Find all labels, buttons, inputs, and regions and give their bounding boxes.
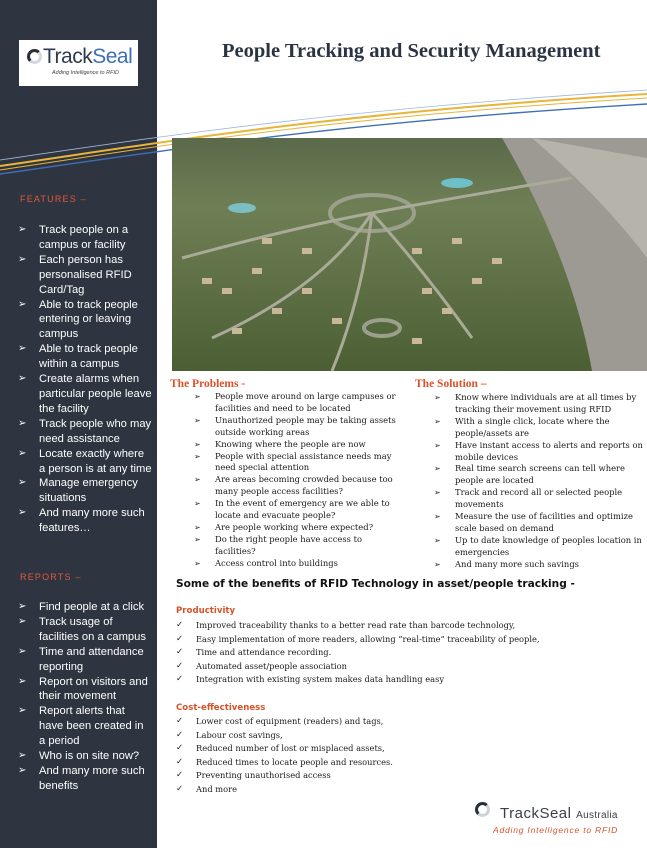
arrow-bullet-icon: ➢ <box>434 559 441 569</box>
solution-item-text: Track and record all or selected people movements <box>455 487 623 510</box>
problem-item <box>194 451 404 475</box>
feature-item-text: Each person has personalised RFID Card/Tag <box>39 253 132 296</box>
arrow-bullet-icon: ➢ <box>194 439 201 449</box>
solution-title: The Solution – <box>415 378 487 390</box>
arrow-bullet-icon: ➢ <box>434 416 441 426</box>
trackseal-logo <box>19 40 138 86</box>
page-title: People Tracking and Security Management <box>222 40 601 62</box>
arrow-bullet-icon: ➢ <box>194 534 201 544</box>
feature-item-text: Manage emergency situations <box>39 477 138 505</box>
checkmark-icon: ✓ <box>176 756 184 767</box>
problem-item-text: Are people working where expected? <box>215 521 374 532</box>
feature-item-text: Able to track people within a campus <box>39 343 138 371</box>
solution-item-text: Up to date knowledge of peoples location in emergencies <box>455 534 642 557</box>
checkmark-icon: ✓ <box>176 660 184 671</box>
logo-tagline: Adding Intelligence to RFID <box>52 70 119 76</box>
arrow-bullet-icon: ➢ <box>194 558 201 568</box>
report-item <box>18 704 152 749</box>
footer-logo-ring-icon <box>475 802 490 817</box>
report-item-text: Find people at a click <box>39 601 145 613</box>
solution-list <box>434 392 644 571</box>
report-item-text: Time and attendance reporting <box>39 645 144 673</box>
arrow-bullet-icon: ➢ <box>194 522 201 532</box>
arrow-bullet-icon: ➢ <box>18 675 27 687</box>
problem-item <box>194 498 404 522</box>
report-item-text: Track usage of facilities on a campus <box>39 615 146 643</box>
cost-item-text: Reduced times to locate people and resources. <box>196 756 393 767</box>
cost-item-text: Preventing unauthorised access <box>196 770 331 781</box>
problem-item-text: In the event of emergency are we able to locate and evacuate people? <box>215 498 390 521</box>
problems-title: The Problems - <box>170 378 246 390</box>
checkmark-icon: ✓ <box>176 620 184 630</box>
feature-item <box>18 298 152 343</box>
solution-item <box>434 463 644 487</box>
arrow-bullet-icon: ➢ <box>18 417 27 429</box>
arrow-bullet-icon: ➢ <box>18 447 27 459</box>
reports-heading: REPORTS – <box>20 572 82 582</box>
feature-item <box>18 417 152 447</box>
problem-item <box>194 534 404 558</box>
productivity-item <box>176 633 540 647</box>
productivity-item-text: Time and attendance recording. <box>196 647 332 658</box>
report-item <box>18 749 152 764</box>
report-item-text: Who is on site now? <box>39 750 140 763</box>
arrow-bullet-icon: ➢ <box>18 764 27 776</box>
problem-item <box>194 415 404 439</box>
cost-item-text: Lower cost of equipment (readers) and tags, <box>196 716 384 726</box>
feature-item-text: And many more such features… <box>39 507 145 535</box>
arrow-bullet-icon: ➢ <box>18 253 27 265</box>
arrow-bullet-icon: ➢ <box>18 705 27 717</box>
footer-tagline: Adding Intelligence to RFID <box>493 825 619 835</box>
cost-item-text: Labour cost savings, <box>196 729 283 740</box>
report-item-text: Report alerts that have been created in a period <box>39 705 144 748</box>
solution-item <box>434 535 644 559</box>
arrow-bullet-icon: ➢ <box>194 415 201 425</box>
report-item <box>18 645 152 675</box>
problem-item <box>194 522 404 534</box>
benefits-title: Some of the benefits of RFID Technology in asset/people tracking - <box>176 578 575 590</box>
solution-item-text: And many more such savings <box>455 558 579 569</box>
productivity-item-text: Automated asset/people association <box>196 660 347 671</box>
arrow-bullet-icon: ➢ <box>194 451 201 461</box>
report-item-text: And many more such benefits <box>39 764 145 792</box>
problem-item-text: People move around on large campuses or facilities and need to be located <box>215 391 396 413</box>
problem-item <box>194 558 404 570</box>
feature-item-text: Track people on a campus or facility <box>39 224 129 251</box>
arrow-bullet-icon: ➢ <box>18 615 27 627</box>
productivity-item-text: Integration with existing system makes data handling easy <box>196 674 445 685</box>
problem-item-text: Do the right people have access to facilities? <box>215 533 363 556</box>
cost-item <box>176 783 393 797</box>
solution-item-text: Real time search screens can tell where people are located <box>455 463 626 486</box>
productivity-item-text: Improved traceability thanks to a better read rate than barcode technology, <box>196 620 516 630</box>
arrow-bullet-icon: ➢ <box>434 535 441 545</box>
arrow-bullet-icon: ➢ <box>18 750 27 762</box>
solution-item <box>434 392 644 416</box>
cost-item <box>176 769 393 783</box>
arrow-bullet-icon: ➢ <box>18 601 27 612</box>
problem-item-text: Knowing where the people are now <box>215 438 366 449</box>
feature-item <box>18 223 152 253</box>
cost-item <box>176 729 393 743</box>
solution-item <box>434 487 644 511</box>
productivity-title: Productivity <box>176 606 236 616</box>
arrow-bullet-icon: ➢ <box>194 392 201 401</box>
productivity-item <box>176 673 540 687</box>
arrow-bullet-icon: ➢ <box>434 440 441 450</box>
productivity-item-text: Easy implementation of more readers, allowing “real-time” traceability of people, <box>196 633 540 644</box>
report-item <box>18 615 152 645</box>
problem-item-text: Access control into buildings <box>215 557 338 568</box>
cost-item <box>176 715 393 729</box>
solution-item <box>434 416 644 440</box>
solution-item-text: Know where individuals are at all times by tracking their movement using RFID <box>455 392 637 414</box>
footer-logo <box>474 802 644 842</box>
problems-list <box>194 391 404 570</box>
feature-item <box>18 506 152 536</box>
checkmark-icon: ✓ <box>176 743 184 754</box>
arrow-bullet-icon: ➢ <box>194 475 201 485</box>
arrow-bullet-icon: ➢ <box>18 645 27 657</box>
problem-item <box>194 439 404 451</box>
logo-wordmark: TrackSeal <box>43 45 133 68</box>
solution-item <box>434 559 644 571</box>
arrow-bullet-icon: ➢ <box>18 224 27 235</box>
problem-item-text: People with special assistance needs may need special attention <box>215 450 392 473</box>
feature-item <box>18 372 152 417</box>
feature-item <box>18 476 152 506</box>
problem-item <box>194 474 404 498</box>
checkmark-icon: ✓ <box>176 633 184 644</box>
arrow-bullet-icon: ➢ <box>194 499 201 509</box>
cost-item-text: And more <box>196 783 238 794</box>
arrow-bullet-icon: ➢ <box>434 393 441 402</box>
arrow-bullet-icon: ➢ <box>434 488 441 498</box>
cost-list <box>176 715 393 797</box>
report-item <box>18 764 152 794</box>
arrow-bullet-icon: ➢ <box>434 512 441 522</box>
problem-item <box>194 391 404 415</box>
productivity-item <box>176 619 540 633</box>
productivity-list <box>176 619 540 687</box>
problem-item-text: Unauthorized people may be taking assets outside working areas <box>215 414 396 437</box>
report-item <box>18 600 152 615</box>
arrow-bullet-icon: ➢ <box>18 477 27 489</box>
cost-item <box>176 742 393 756</box>
feature-item <box>18 253 152 298</box>
productivity-item <box>176 660 540 674</box>
cost-item <box>176 756 393 770</box>
arrow-bullet-icon: ➢ <box>18 343 27 355</box>
productivity-item <box>176 646 540 660</box>
logo-ring-icon <box>27 49 42 64</box>
campus-aerial-image <box>172 138 647 371</box>
problem-item-text: Are areas becoming crowded because too many people access facilities? <box>215 474 393 497</box>
feature-item-text: Create alarms when particular people leave the facility <box>39 373 152 415</box>
solution-item-text: With a single click, locate where the people/assets are <box>455 415 610 438</box>
reports-list <box>18 600 152 794</box>
checkmark-icon: ✓ <box>176 674 184 685</box>
checkmark-icon: ✓ <box>176 783 184 794</box>
feature-item-text: Locate exactly where a person is at any time <box>39 447 152 475</box>
feature-item-text: Track people who may need assistance <box>39 417 152 445</box>
features-list <box>18 223 152 536</box>
feature-item-text: Able to track people entering or leaving campus <box>39 298 138 341</box>
solution-item <box>434 511 644 535</box>
report-item-text: Report on visitors and their movement <box>39 675 148 703</box>
checkmark-icon: ✓ <box>176 770 184 781</box>
cost-title: Cost-effectiveness <box>176 703 266 713</box>
features-heading: FEATURES – <box>20 194 87 204</box>
arrow-bullet-icon: ➢ <box>18 507 27 519</box>
cost-item-text: Reduced number of lost or misplaced assets, <box>196 743 385 754</box>
arrow-bullet-icon: ➢ <box>18 373 27 385</box>
checkmark-icon: ✓ <box>176 729 184 740</box>
solution-item-text: Have instant access to alerts and reports on mobile devices <box>455 439 643 462</box>
checkmark-icon: ✓ <box>176 716 184 726</box>
solution-item <box>434 440 644 464</box>
feature-item <box>18 342 152 372</box>
arrow-bullet-icon: ➢ <box>434 464 441 474</box>
solution-item-text: Measure the use of facilities and optimize scale based on demand <box>455 511 633 533</box>
report-item <box>18 675 152 705</box>
feature-item <box>18 447 152 477</box>
footer-brand: TrackSeal Australia <box>500 805 618 822</box>
checkmark-icon: ✓ <box>176 647 184 658</box>
arrow-bullet-icon: ➢ <box>18 298 27 310</box>
